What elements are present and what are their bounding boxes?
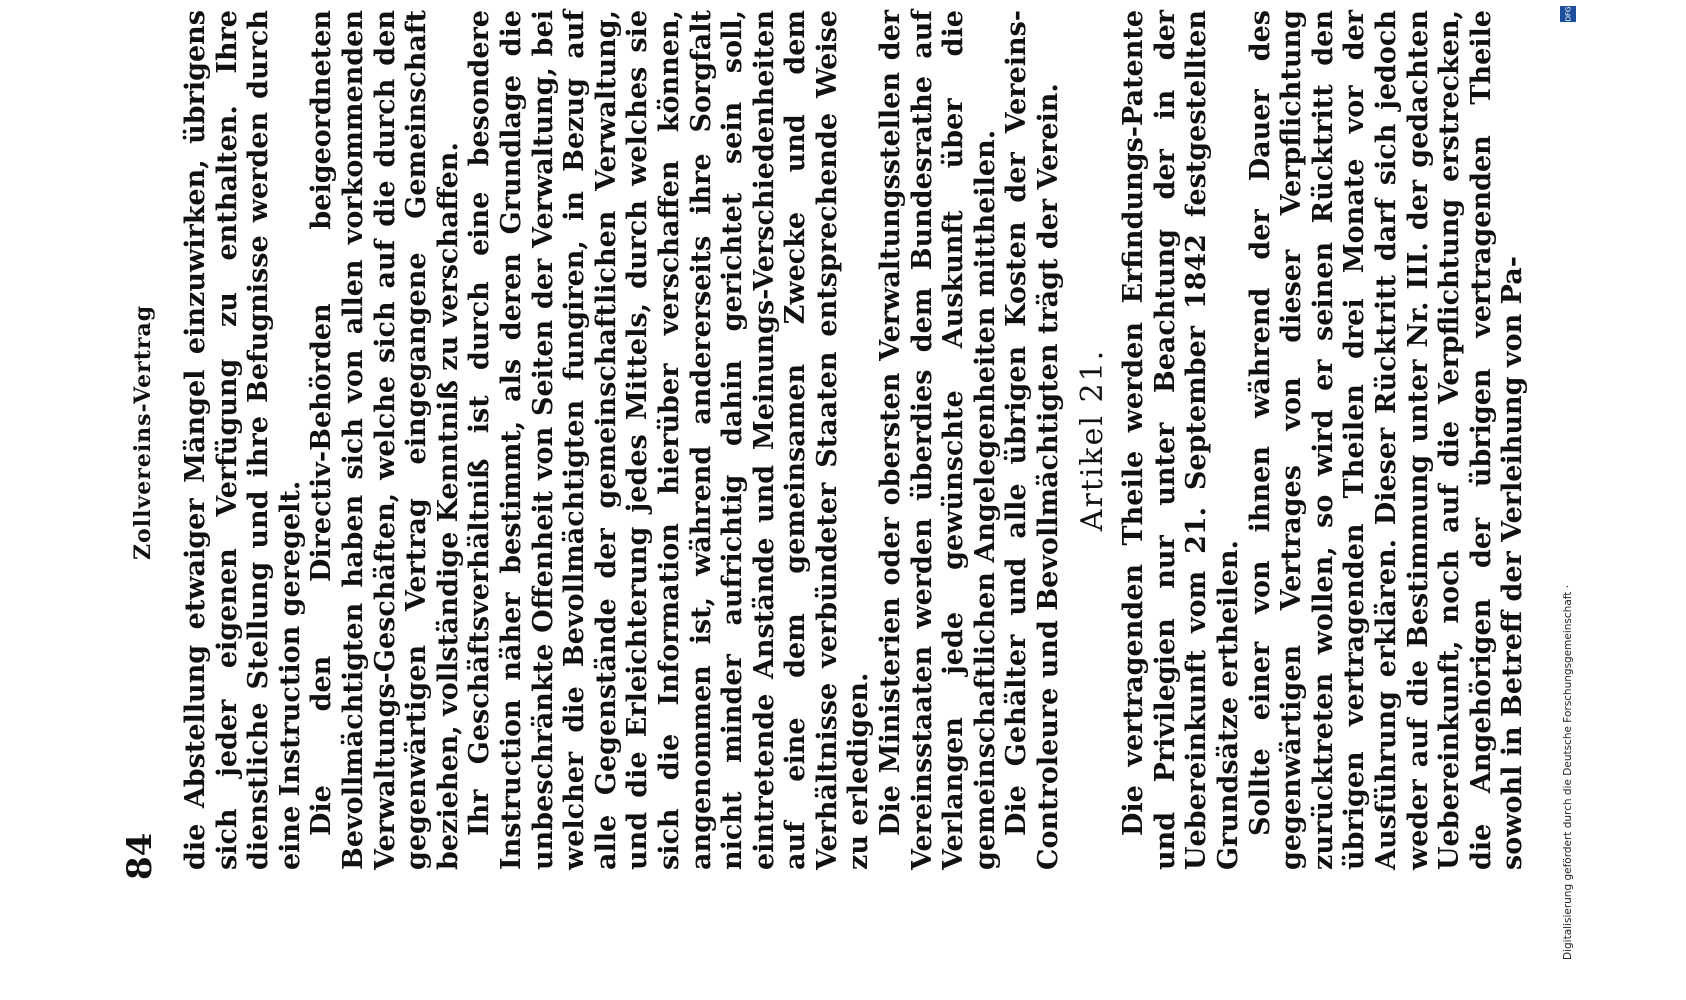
scanned-page [90, 0, 1590, 1000]
paragraph: Die Gehälter und alle übrigen Kosten der Vereins-Controleure und Bevollmächtigten trägt der Verein. [1001, 10, 1065, 870]
digitization-credit [1556, 20, 1580, 960]
credit-text: Digitalisierung gefördert durch die Deutsche Forschungsgemeinschaft · [1562, 584, 1574, 960]
paragraph: die Abstellung etwaiger Mängel einzuwirken, übrigens sich jeder eigenen Verfügung zu enthalten. Ihre dienstliche Stellung und ihre Befugnisse werden durch eine Instruction geregelt. [180, 10, 306, 870]
paragraph: Die Ministerien oder obersten Verwaltungsstellen der Vereinsstaaten werden überdies dem Bundesrathe auf Verlangen jede gewünschte Auskunft über die gemeinschaftlichen Angelegenheiten mittheilen. [875, 10, 1001, 870]
page-header [120, 60, 168, 880]
paragraph: Sollte einer von ihnen während der Dauer des gegenwärtigen Vertrages von dieser Verpflichtung zurücktreten wollen, so wird er seinen Rücktritt den übrigen vertragenden Theilen drei Monate vor der Ausführung erklären. Dieser Rücktritt darf sich jedoch weder auf die Bestimmung unter Nr. III. der gedachten Uebereinkunft, noch auf die Verpflichtung erstrecken, die Angehörigen der übrigen vertragenden Theile sowohl in Betreff der Verleihung von Pa- [1244, 10, 1529, 870]
article-heading: Artikel 21. [1074, 348, 1110, 532]
paragraph: Die vertragenden Theile werden Erfindungs-Patente und Privilegien nur unter Beachtung der in der Uebereinkunft vom 21. September 1842 festgestellten Grundsätze ertheilen. [1118, 10, 1244, 870]
paragraph: Ihr Geschäftsverhältniß ist durch eine besondere Instruction näher bestimmt, als deren Grundlage die unbeschränkte Offenheit von Seiten der Verwaltung, bei welcher die Bevollmächtigten fungiren, in Bezug auf alle Gegenstände der gemeinschaftlichen Verwaltung, und die Erleichterung jedes Mittels, durch welches sie sich die Information hierüber verschaffen können, angenommen ist, während andererseits ihre Sorgfalt nicht minder aufrichtig dahin gerichtet sein soll, eintretende Anstände und Meinungs-Verschiedenheiten auf eine dem gemeinsamen Zwecke und dem Verhältnisse verbündeter Staaten entsprechende Weise zu erledigen. [464, 10, 875, 870]
body-text [180, 10, 1529, 870]
page-number: 84 [120, 832, 160, 880]
running-head: Zollvereins-Vertrag [130, 304, 156, 560]
dfg-logo-icon [1560, 6, 1576, 22]
paragraph: Die den Directiv-Behörden beigeordneten Bevollmächtigten haben sich von allen vorkommenden Verwaltungs-Geschäften, welche sich auf die durch den gegenwärtigen Vertrag eingegangene Gemeinschaft beziehen, vollständige Kenntniß zu verschaffen. [306, 10, 464, 870]
dfg-logo-label: DFG [1564, 6, 1572, 22]
